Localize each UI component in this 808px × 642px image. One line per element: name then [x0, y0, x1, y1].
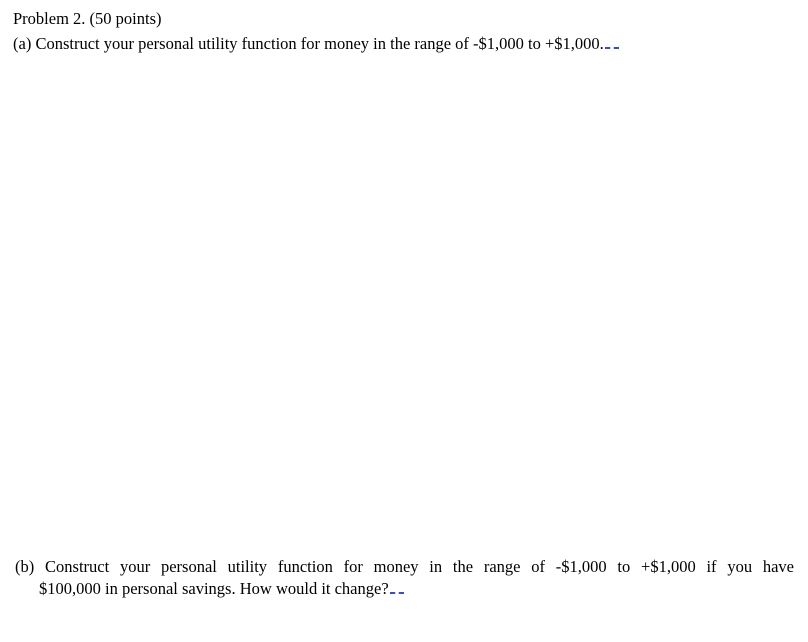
- problem-title: [13, 9, 162, 29]
- part-b-question-line2: [39, 579, 404, 599]
- part-b-text-line2: $100,000 in personal savings. How would it change?: [39, 579, 389, 598]
- problem-title-text: Problem 2. (50 points): [13, 9, 162, 28]
- part-b-question-line1: [15, 557, 794, 577]
- edit-marker-b: [390, 591, 404, 594]
- part-b-text-line1: (b) Construct your personal utility function for money in the range of -$1,000 to +$1,000 if you have: [15, 557, 794, 576]
- part-a-question: [13, 34, 619, 54]
- edit-marker-a: [605, 46, 619, 49]
- part-a-text: (a) Construct your personal utility function for money in the range of -$1,000 to +$1,000.: [13, 34, 604, 53]
